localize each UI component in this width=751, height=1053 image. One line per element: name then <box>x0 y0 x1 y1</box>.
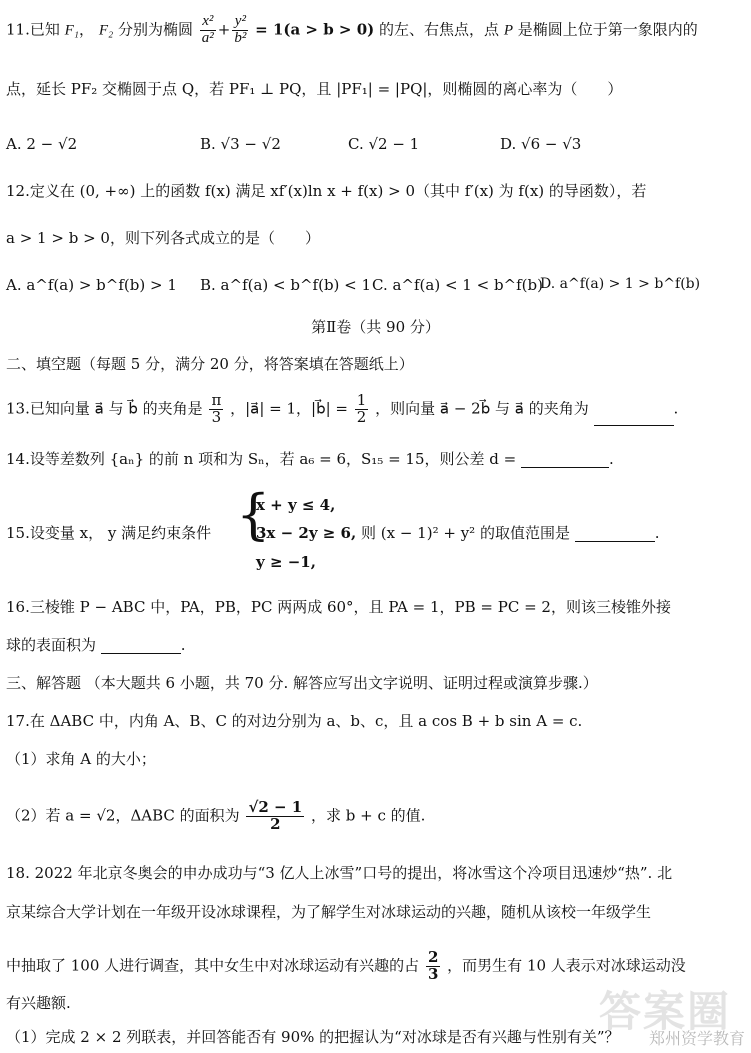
q11-point-p: P <box>503 22 513 39</box>
q17-sub2-text-a: （2）若 a = √2，ΔABC 的面积为 <box>6 806 240 825</box>
q11-frac-x: $\frac{\text{x²}}{\text{a²}}$ <box>201 13 214 46</box>
q16-line2 <box>6 636 745 654</box>
q11-comma: ， <box>79 20 95 39</box>
q12-option-c: C. a^f(a) < 1 < b^f(b) <box>372 276 543 294</box>
q12-option-a: A. a^f(a) > b^f(b) > 1 <box>6 276 177 294</box>
q11-option-d: D. √6 − √3 <box>500 135 582 153</box>
q16-end: . <box>180 636 186 654</box>
q13-frac-half: $\frac{1}{2}$ <box>356 391 367 426</box>
q12-line2: a > 1 > b > 0，则下列各式成立的是（ ） <box>6 229 320 247</box>
q14-line <box>6 450 745 468</box>
q15-answer-blank[interactable] <box>575 527 655 542</box>
q15-text-b: 则 (x − 1)² + y² 的取值范围是 <box>361 524 570 542</box>
q15-constraint-2-line <box>256 524 745 542</box>
q11-option-a: A. 2 − √2 <box>6 135 78 153</box>
q17-sub2-text-b: ，求 b + c 的值. <box>311 806 426 825</box>
q14-text: 14.设等差数列 {aₙ} 的前 n 项和为 Sₙ，若 a₆ = 6，S₁₅ = 15，则公差 d = <box>6 450 517 468</box>
q18-line2: 京某综合大学计划在一年级开设冰球课程，为了解学生对冰球运动的兴趣，随机从该校一年级学生 <box>6 903 652 921</box>
part3-heading: 三、解答题 （本大题共 6 小题，共 70 分. 解答应写出文字说明、证明过程或演算步骤.） <box>6 674 598 692</box>
q18-text-b: ，而男生有 10 人表示对冰球运动没 <box>447 956 686 975</box>
q12-option-d: D. a^f(a) > 1 > b^f(b) <box>540 276 701 292</box>
q18-sub1: （1）完成 2 × 2 列联表，并回答能否有 90% 的把握认为“对冰球是否有兴趣与性别有关”？ <box>6 1028 620 1046</box>
watermark-text: 郑州资学教育 <box>648 1031 745 1048</box>
q11-text: 11.已知 <box>6 20 60 39</box>
q15-end: . <box>654 524 660 542</box>
q14-answer-blank[interactable] <box>521 453 609 468</box>
q13-answer-blank[interactable] <box>594 411 674 426</box>
q15-brace: { <box>236 483 271 546</box>
q16-line1: 16.三棱锥 P − ABC 中，PA，PB，PC 两两成 60°，且 PA = 1，PB = PC = 2，则该三棱锥外接 <box>6 598 671 616</box>
q11-frac-y: $\frac{\text{y²}}{\text{b²}}$ <box>234 13 247 46</box>
q11-line1 <box>6 14 745 47</box>
q17-sub1: （1）求角 A 的大小； <box>6 750 156 768</box>
q18-text-a: 中抽取了 100 人进行调查，其中女生中对冰球运动有兴趣的占 <box>6 956 420 975</box>
section2-title: 第Ⅱ卷（共 90 分） <box>311 318 440 336</box>
q15-text-a: 15.设变量 x， y 满足约束条件 <box>6 524 212 542</box>
q11-line2: 点，延长 PF₂ 交椭圆于点 Q，若 PF₁ ⊥ PQ，且 |PF₁| = |PQ|，则椭圆的离心率为（ ） <box>6 80 623 98</box>
q18-line3 <box>6 950 745 983</box>
q17-sub2 <box>6 800 745 833</box>
q11-option-c: C. √2 − 1 <box>348 135 420 153</box>
q12-line1: 12.定义在 (0, +∞) 上的函数 f(x) 满足 xf′(x)ln x + f(x) > 0（其中 f′(x) 为 f(x) 的导函数），若 <box>6 182 647 200</box>
q15-constraint-1: x + y ≤ 4, <box>256 496 336 514</box>
q11-text-c: 的左、右焦点，点 <box>379 20 500 39</box>
q13-frac-pi: $\frac{\pi}{3}$ <box>211 391 222 426</box>
q11-f2: F₂ <box>98 22 114 39</box>
q18-frac: $\frac{2}{3}$ <box>427 948 439 983</box>
q16-text: 球的表面积为 <box>6 636 97 654</box>
q11-option-b: B. √3 − √2 <box>200 135 281 153</box>
q14-end: . <box>609 450 614 468</box>
q16-answer-blank[interactable] <box>101 639 181 654</box>
q12-option-b: B. a^f(a) < b^f(b) < 1 <box>200 276 372 294</box>
q11-text-b: 分别为椭圆 <box>118 20 194 39</box>
q11-f1: F₁ <box>64 22 80 39</box>
q13-text-c: ，则向量 a⃗ − 2b⃗ 与 a⃗ 的夹角为 <box>375 399 589 418</box>
q17-line1: 17.在 ΔABC 中，内角 A、B、C 的对边分别为 a、b、c，且 a cos B + b sin A = c. <box>6 712 583 730</box>
q17-frac: $\frac{√2 - 1}{2}$ <box>248 798 303 833</box>
q11-eq-tail: = 1(a > b > 0) <box>255 20 375 39</box>
watermark-logo: 答案圈 <box>598 987 731 1036</box>
q13-text-a: 13.已知向量 a⃗ 与 b⃗ 的夹角是 <box>6 399 203 418</box>
q11-plus: + <box>217 20 231 39</box>
q18-line4: 有兴趣额. <box>6 994 71 1012</box>
q18-line1: 18. 2022 年北京冬奥会的申办成功与“3 亿人上冰雪”口号的提出，将冰雪这个冷项目迅速炒“热”. 北 <box>6 864 673 882</box>
q13-line <box>6 393 745 426</box>
q15-constraint-3: y ≥ −1, <box>256 553 316 571</box>
q15-constraint-2: 3x − 2y ≥ 6, <box>256 524 357 542</box>
q13-end: . <box>673 399 679 418</box>
part2-heading: 二、填空题（每题 5 分，满分 20 分，将答案填在答题纸上） <box>6 355 414 373</box>
q11-text-d: 是椭圆上位于第一象限内的 <box>517 20 698 39</box>
q13-text-b: ，|a⃗| = 1，|b⃗| = <box>230 399 348 418</box>
